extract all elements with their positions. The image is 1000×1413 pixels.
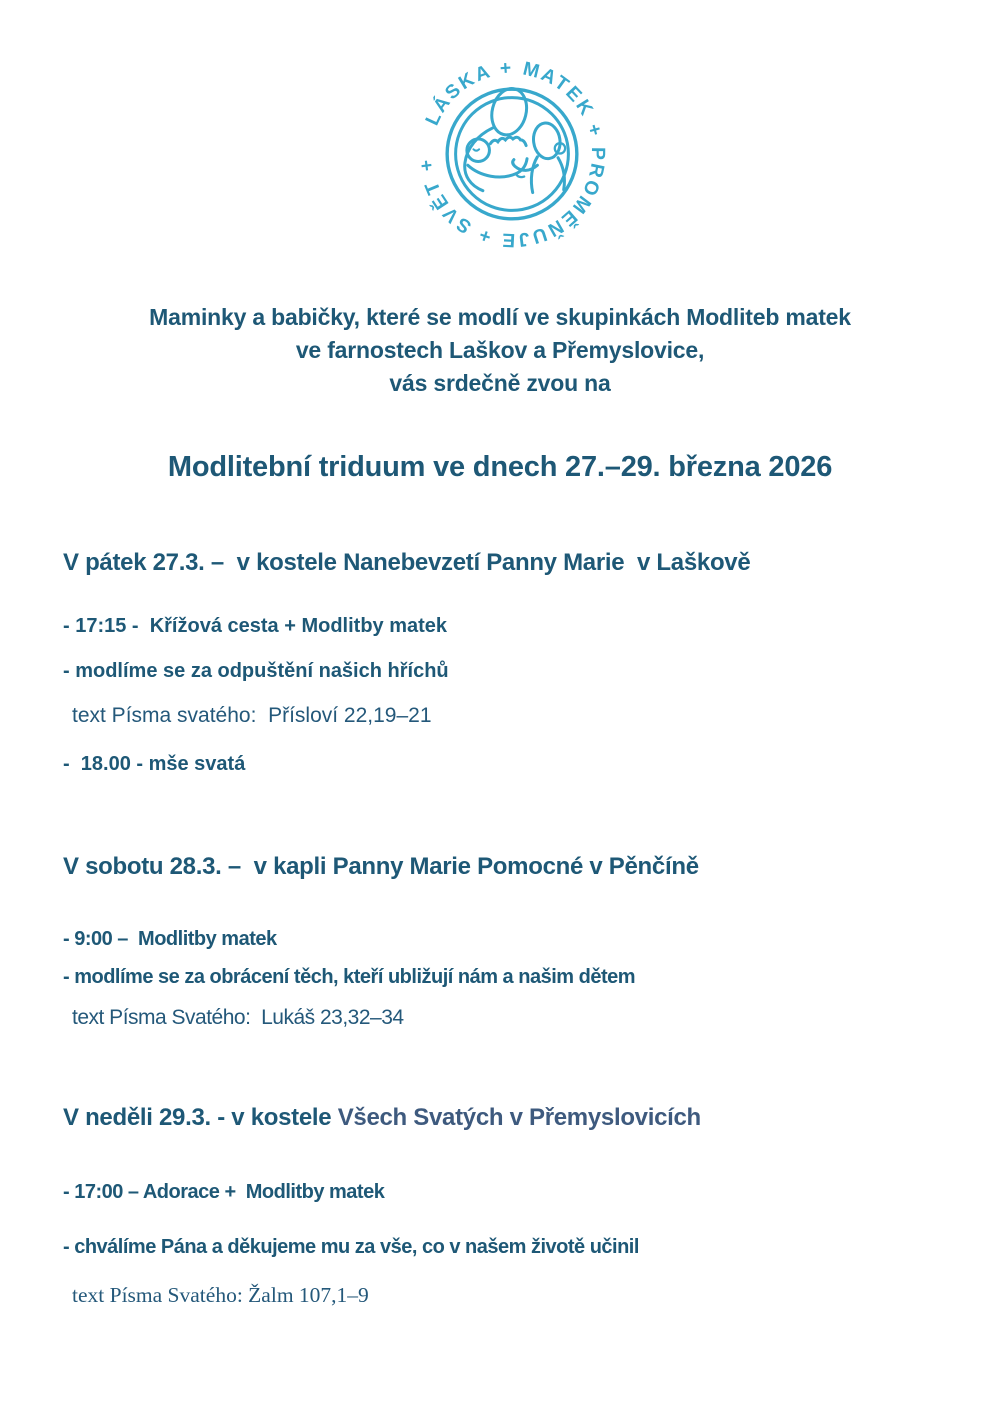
friday-mass-line: - 18.00 - mše svatá [63, 753, 246, 775]
friday-scripture-line: text Písma svatého: Přísloví 22,19–21 [72, 704, 432, 727]
intro-line-2: ve farnostech Laškov a Přemyslovice, [295, 337, 705, 363]
section-date-friday: V pátek 27.3. – v kostele [63, 549, 344, 576]
invitation-intro [0, 301, 1000, 400]
section-location-friday: Nanebevzetí Panny Marie v Laškově [343, 549, 751, 576]
intro-line-3: vás srdečně zvou na [389, 370, 611, 396]
saturday-event-line: - 9:00 – Modlitby matek [63, 928, 277, 950]
friday-event-line: - 17:15 - Křížová cesta + Modlitby matek [63, 615, 448, 637]
section-heading-friday [63, 549, 750, 577]
section-location-sunday: Všech Svatých v Přemyslovicích [337, 1104, 701, 1131]
mothers-prayers-logo-icon [418, 60, 606, 248]
saturday-scripture-line: text Písma Svatého: Lukáš 23,32–34 [72, 1006, 404, 1029]
sunday-scripture-line: text Písma Svatého: Žalm 107,1–9 [72, 1283, 369, 1307]
page-title: Modlitební triduum ve dnech 27.–29. března 2026 [167, 451, 833, 483]
sunday-intention-line: - chválíme Pána a děkujeme mu za vše, co v našem životě učinil [63, 1236, 639, 1258]
section-date-sunday: V neděli 29.3. - v kostele [63, 1104, 338, 1131]
section-heading-sunday [63, 1104, 701, 1132]
section-heading-saturday [63, 853, 699, 881]
saturday-intention-line: - modlíme se za obrácení těch, kteří ubližují nám a našim dětem [63, 966, 636, 988]
intro-line-1: Maminky a babičky, které se modlí ve skupinkách Modliteb matek [149, 304, 851, 330]
logo-ring-text: LÁSKA + MATEK + PROMĚŇUJE + SVĚT + [418, 60, 606, 248]
friday-intention-line: - modlíme se za odpuštění našich hříchů [63, 660, 449, 682]
sunday-event-line: - 17:00 – Adorace + Modlitby matek [63, 1181, 385, 1203]
section-location-saturday: Panny Marie Pomocné v Pěnčíně [332, 853, 699, 880]
section-date-saturday: V sobotu 28.3. – v kapli [63, 853, 333, 880]
